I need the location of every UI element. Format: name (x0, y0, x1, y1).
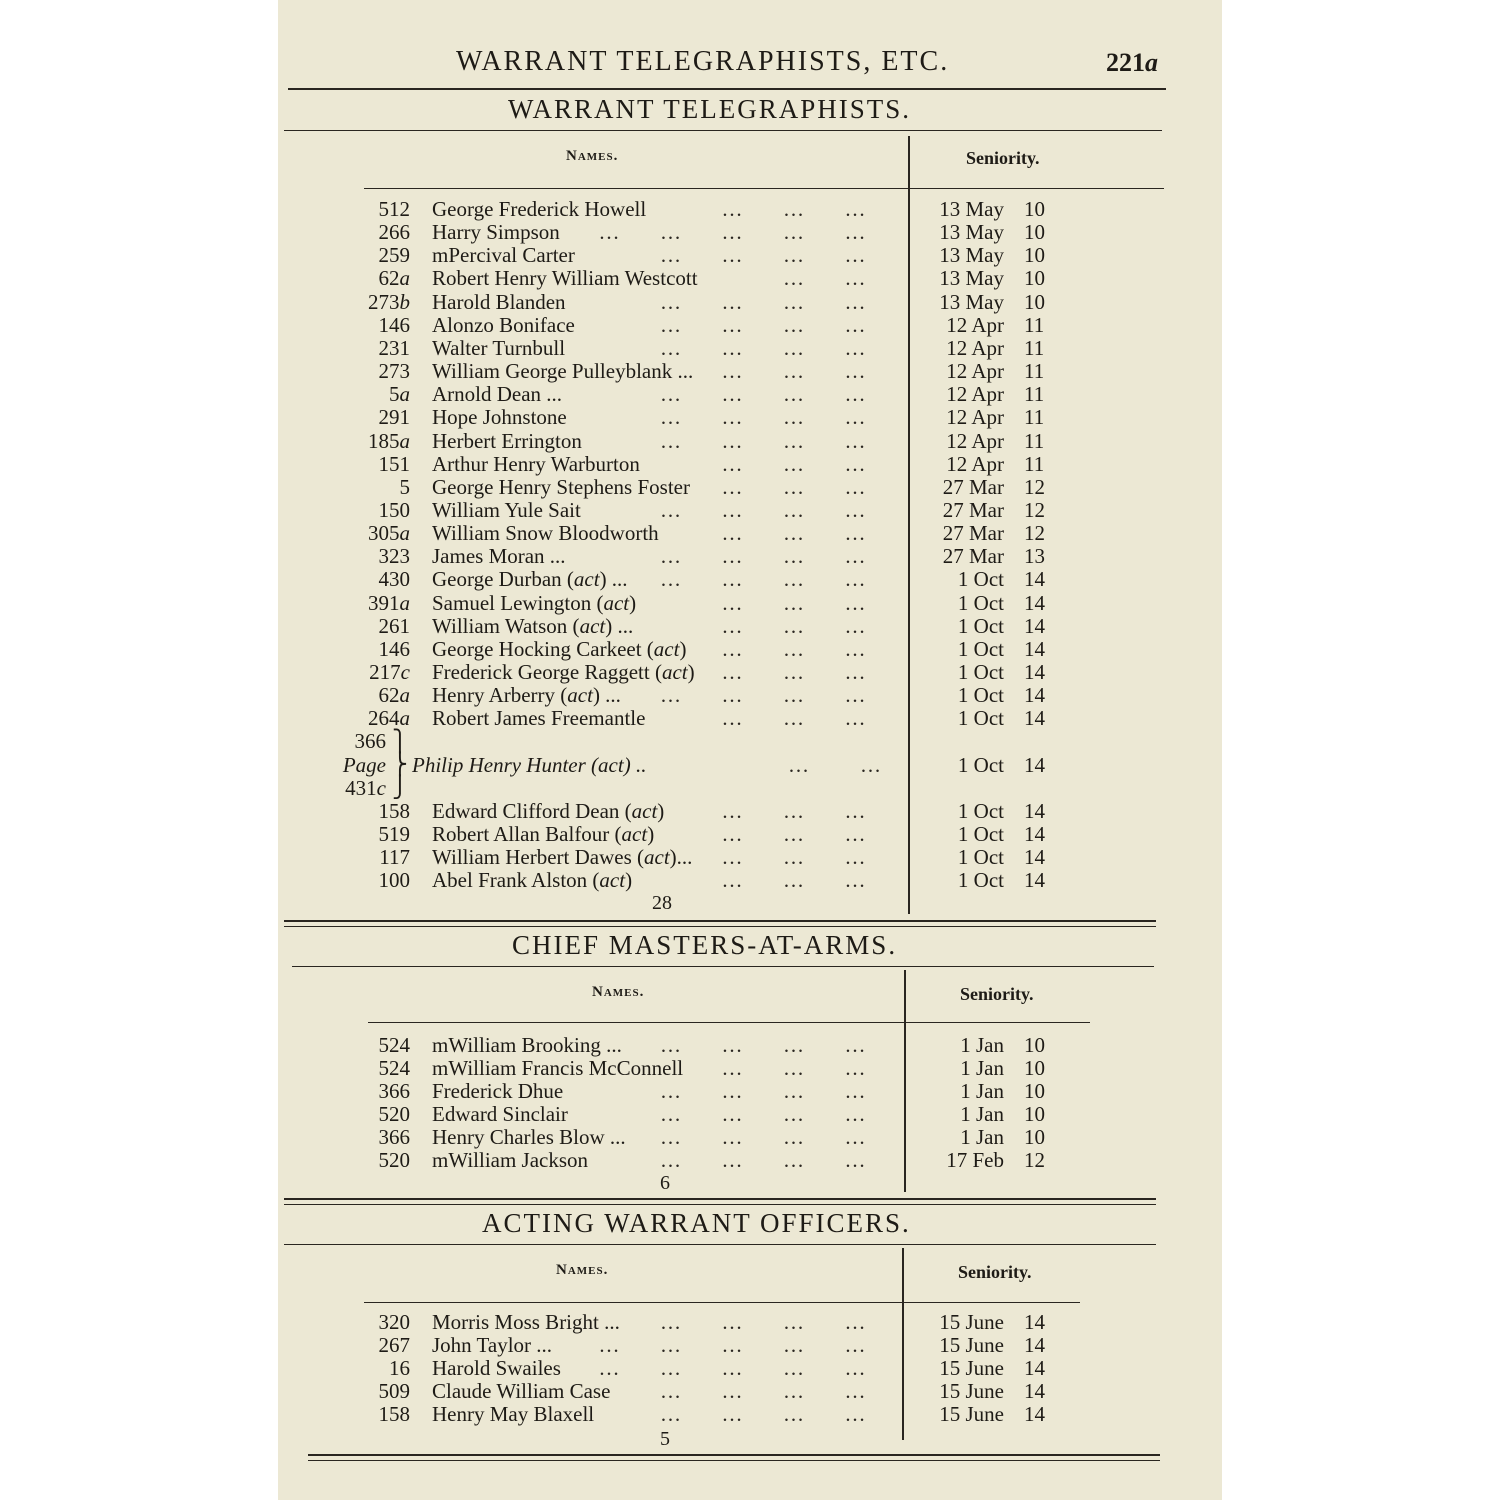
entry-name: Hope Johnstone (432, 405, 567, 430)
rule (906, 1022, 1090, 1023)
entry-number: 261 (378, 613, 410, 638)
leader-dots: … … … (721, 869, 906, 893)
leader-dots: … … … … … (598, 1357, 906, 1380)
section-count: 6 (660, 1172, 670, 1194)
seniority-date: 1 Oct (957, 822, 1004, 847)
leader-dots: … … … … (660, 498, 906, 522)
entry-number: 217c (369, 660, 410, 684)
entry-name: William Watson (act) ... (432, 613, 634, 638)
entry-number: 323 (378, 544, 410, 569)
seniority-year: 14 (1024, 1402, 1045, 1426)
seniority-year: 12 (1024, 474, 1045, 499)
seniority-date: 12 Apr (946, 335, 1004, 360)
entry-name: mWilliam Francis McConnell (432, 1056, 684, 1080)
seniority-date: 1 Oct (957, 590, 1004, 615)
section-count: 28 (652, 892, 672, 914)
seniority-year: 14 (1024, 868, 1045, 893)
entry-number: 151 (378, 451, 410, 476)
seniority-year: 10 (1024, 1125, 1045, 1149)
leader-dots: … … (783, 267, 906, 291)
seniority-year: 14 (1024, 752, 1045, 777)
entry-name: Arnold Dean ... (432, 382, 563, 407)
entry-number: 509 (378, 1379, 410, 1403)
entry-name: Arthur Henry Warburton (432, 451, 640, 476)
leader-dots: … … … (721, 823, 906, 847)
entry-number: 5 (399, 474, 410, 499)
leader-dots: … … … (721, 799, 906, 823)
seniority-year: 10 (1024, 220, 1045, 245)
leader-dots: … … … … (660, 1080, 906, 1103)
seniority-year: 12 (1024, 497, 1045, 522)
seniority-date: 15 June (939, 1310, 1004, 1334)
section-count: 5 (660, 1428, 670, 1450)
entry-number: 146 (378, 636, 410, 661)
seniority-date: 12 Apr (946, 428, 1004, 453)
entry-number: 520 (378, 1102, 410, 1126)
leader-dots: … … (788, 753, 884, 777)
seniority-date: 17 Feb (946, 1148, 1004, 1172)
seniority-date: 13 May (939, 289, 1004, 314)
entry-name: William Herbert Dawes (act)... (432, 845, 693, 870)
seniority-date: 13 May (939, 220, 1004, 245)
seniority-year: 11 (1024, 335, 1045, 360)
entry-number: 366 (378, 1079, 410, 1103)
section-title-acting-warrant-officers: ACTING WARRANT OFFICERS. (482, 1208, 911, 1238)
rule (292, 966, 1154, 967)
leader-dots: … … … … (660, 313, 906, 337)
brace-mark: ⎫ ⎬ ⎭ (392, 729, 408, 800)
seniority-year: 10 (1024, 1102, 1045, 1126)
rule (368, 1022, 904, 1023)
entry-name: Herbert Errington (432, 428, 582, 453)
leader-dots: … … … … (660, 1311, 906, 1334)
entry-name: Frederick George Raggett (act) (432, 660, 695, 684)
entry-number: 16 (389, 1356, 410, 1380)
leader-dots: … … … … (660, 336, 906, 360)
entry-number: 185a (368, 428, 410, 453)
entry-number: 117 (379, 845, 410, 870)
seniority-year: 14 (1024, 660, 1045, 684)
rule (308, 1460, 1160, 1461)
leader-dots: … … … … … (598, 1334, 906, 1357)
leader-dots: … … … … (660, 1149, 906, 1172)
seniority-date: 12 Apr (946, 382, 1004, 407)
entry-number: 524 (378, 1033, 410, 1057)
col-header-seniority: Seniority. (958, 1262, 1032, 1282)
seniority-year: 14 (1024, 683, 1045, 708)
leader-dots: … … … (721, 707, 906, 731)
seniority-date: 1 Oct (957, 613, 1004, 638)
column-divider (908, 136, 910, 914)
entry-number: 524 (378, 1056, 410, 1080)
entry-number: 62a (378, 683, 410, 708)
entry-name: Harry Simpson (432, 220, 560, 245)
page-number: 221a (1106, 48, 1158, 77)
seniority-date: 1 Oct (957, 660, 1004, 684)
entry-name: Philip Henry Hunter (act) .. (412, 752, 647, 777)
entry-name: mPercival Carter (432, 243, 575, 268)
seniority-year: 11 (1024, 428, 1045, 453)
rule (288, 88, 1166, 90)
section-title-chief-masters-at-arms: CHIEF MASTERS-AT-ARMS. (512, 930, 898, 960)
seniority-year: 10 (1024, 266, 1045, 291)
seniority-date: 27 Mar (942, 497, 1004, 522)
col-header-seniority: Seniority. (960, 984, 1034, 1004)
entry-name: Samuel Lewington (act) (432, 590, 637, 615)
entry-name: Alonzo Boniface (432, 312, 575, 337)
entry-number: 5a (389, 382, 410, 407)
section-title-warrant-telegraphists: WARRANT TELEGRAPHISTS. (508, 94, 912, 124)
seniority-year: 10 (1024, 1033, 1045, 1057)
entry-name: George Henry Stephens Foster (432, 474, 690, 499)
entry-name: Robert James Freemantle (432, 706, 646, 731)
seniority-date: 12 Apr (946, 312, 1004, 337)
entry-number: 266 (378, 220, 410, 245)
rule (284, 926, 1156, 927)
entry-name: George Frederick Howell (432, 197, 647, 221)
rule (308, 1454, 1160, 1456)
seniority-date: 1 Jan (960, 1033, 1004, 1057)
seniority-year: 11 (1024, 312, 1045, 337)
seniority-year: 12 (1024, 521, 1045, 546)
leader-dots: … … … (721, 522, 906, 546)
rule (904, 1302, 1080, 1303)
seniority-date: 13 May (939, 243, 1004, 268)
seniority-date: 12 Apr (946, 359, 1004, 384)
seniority-year: 10 (1024, 1079, 1045, 1103)
seniority-year: 10 (1024, 197, 1045, 221)
rule (364, 188, 908, 189)
seniority-date: 15 June (939, 1402, 1004, 1426)
seniority-date: 1 Oct (957, 683, 1004, 708)
entry-name: Abel Frank Alston (act) (432, 868, 633, 893)
entry-name: Harold Blanden (432, 289, 566, 314)
leader-dots: … … … (721, 1057, 906, 1080)
entry-number: 520 (378, 1148, 410, 1172)
leader-dots: … … … (721, 637, 906, 661)
entry-number: 320 (378, 1310, 410, 1334)
entry-number: 366 (378, 1125, 410, 1149)
seniority-year: 11 (1024, 405, 1045, 430)
seniority-year: 14 (1024, 845, 1045, 870)
entry-number: 158 (378, 1402, 410, 1426)
leader-dots: … … … (721, 360, 906, 384)
leader-dots: … … … (721, 846, 906, 870)
entry-name: Henry Charles Blow ... (432, 1125, 626, 1149)
entry-name: mWilliam Jackson (432, 1148, 589, 1172)
entry-name: Edward Clifford Dean (act) (432, 798, 665, 823)
running-head: WARRANT TELEGRAPHISTS, ETC. (456, 46, 950, 77)
seniority-date: 27 Mar (942, 474, 1004, 499)
col-header-names: Names. (556, 1262, 609, 1278)
seniority-date: 1 Oct (957, 868, 1004, 893)
entry-name: Robert Allan Balfour (act) (432, 822, 655, 847)
col-header-seniority: Seniority. (966, 148, 1040, 168)
leader-dots: … … … … (660, 568, 906, 592)
entry-number: 512 (378, 197, 410, 221)
leader-dots: … … … … (660, 1380, 906, 1403)
seniority-year: 10 (1024, 1056, 1045, 1080)
seniority-year: 14 (1024, 706, 1045, 731)
leader-dots: … … … … (660, 244, 906, 268)
seniority-date: 13 May (939, 266, 1004, 291)
leader-dots: … … … … (660, 684, 906, 708)
seniority-year: 11 (1024, 451, 1045, 476)
leader-dots: … … … … (660, 406, 906, 430)
rule (284, 130, 1162, 131)
leader-dots: … … … … (660, 1103, 906, 1126)
seniority-date: 1 Oct (957, 636, 1004, 661)
seniority-date: 15 June (939, 1356, 1004, 1380)
leader-dots: … … … (721, 198, 906, 221)
entry-number: 273b (368, 289, 410, 314)
entry-name: Walter Turnbull (432, 335, 566, 360)
seniority-date: 1 Oct (957, 845, 1004, 870)
leader-dots: … … … … (660, 290, 906, 314)
seniority-date: 1 Oct (957, 567, 1004, 592)
entry-number: 391a (368, 590, 410, 615)
entry-number: 231 (378, 335, 410, 360)
rule (364, 1302, 902, 1303)
entry-number: 62a (378, 266, 410, 291)
entry-number: 264a (368, 706, 410, 731)
entry-name: George Durban (act) ... (432, 567, 628, 592)
entry-number: 146 (378, 312, 410, 337)
leader-dots: … … … … (660, 383, 906, 407)
seniority-year: 14 (1024, 1333, 1045, 1357)
entry-name: Edward Sinclair (432, 1102, 568, 1126)
entry-number: 305a (368, 521, 410, 546)
seniority-year: 14 (1024, 798, 1045, 823)
seniority-date: 1 Oct (957, 752, 1004, 777)
seniority-year: 14 (1024, 822, 1045, 847)
seniority-year: 14 (1024, 1310, 1045, 1334)
col-header-names: Names. (592, 984, 645, 1000)
seniority-year: 11 (1024, 359, 1045, 384)
seniority-date: 1 Jan (960, 1056, 1004, 1080)
entry-number: 430 (378, 567, 410, 592)
seniority-date: 15 June (939, 1333, 1004, 1357)
entry-name: Henry May Blaxell (432, 1402, 595, 1426)
leader-dots: … … … (721, 475, 906, 499)
leader-dots: … … … … (660, 1126, 906, 1149)
seniority-year: 14 (1024, 1356, 1045, 1380)
entry-name: John Taylor ... (432, 1333, 553, 1357)
entry-name: Robert Henry William Westcott (432, 266, 698, 291)
entry-number: 150 (378, 497, 410, 522)
seniority-date: 1 Jan (960, 1125, 1004, 1149)
page (278, 0, 1222, 1500)
entry-number: 259 (378, 243, 410, 268)
seniority-date: 13 May (939, 197, 1004, 221)
entry-number: 519 (378, 822, 410, 847)
rule (910, 188, 1164, 189)
leader-dots: … … … … (660, 1034, 906, 1057)
seniority-date: 1 Jan (960, 1102, 1004, 1126)
entry-number: 267 (378, 1333, 410, 1357)
entry-name: Morris Moss Bright ... (432, 1310, 620, 1334)
leader-dots: … … … … … (598, 221, 906, 245)
seniority-date: 1 Jan (960, 1079, 1004, 1103)
leader-dots: … … … (721, 591, 906, 615)
entry-name: Harold Swailes (432, 1356, 561, 1380)
entry-name: mWilliam Brooking ... (432, 1033, 622, 1057)
seniority-year: 14 (1024, 567, 1045, 592)
rule (284, 920, 1156, 922)
col-header-names: Names. (566, 148, 619, 164)
entry-number: 273 (378, 359, 410, 384)
rule (284, 1244, 1156, 1245)
seniority-year: 13 (1024, 544, 1045, 569)
seniority-date: 1 Oct (957, 706, 1004, 731)
seniority-date: 12 Apr (946, 451, 1004, 476)
entry-number: 158 (378, 798, 410, 823)
entry-name: Frederick Dhue (432, 1079, 564, 1103)
seniority-year: 10 (1024, 289, 1045, 314)
entry-name: James Moran ... (432, 544, 566, 569)
seniority-year: 14 (1024, 636, 1045, 661)
seniority-date: 27 Mar (942, 521, 1004, 546)
seniority-year: 11 (1024, 382, 1045, 407)
entry-name: William Snow Bloodworth (432, 521, 659, 546)
leader-dots: … … … … (660, 429, 906, 453)
leader-dots: … … … … (660, 1403, 906, 1426)
entry-number: 100 (378, 868, 410, 893)
seniority-date: 1 Oct (957, 798, 1004, 823)
rule (284, 1198, 1156, 1200)
seniority-date: 15 June (939, 1379, 1004, 1403)
seniority-year: 14 (1024, 613, 1045, 638)
entry-name: Henry Arberry (act) ... (432, 683, 621, 708)
seniority-year: 12 (1024, 1148, 1045, 1172)
entry-number: 291 (378, 405, 410, 430)
entry-name: George Hocking Carkeet (act) (432, 636, 687, 661)
entry-number: 366 Page 431c (342, 729, 386, 800)
leader-dots: … … … (721, 452, 906, 476)
leader-dots: … … … (721, 661, 906, 684)
leader-dots: … … … … (660, 545, 906, 569)
seniority-date: 12 Apr (946, 405, 1004, 430)
seniority-year: 14 (1024, 1379, 1045, 1403)
seniority-year: 10 (1024, 243, 1045, 268)
seniority-date: 27 Mar (942, 544, 1004, 569)
leader-dots: … … … (721, 614, 906, 638)
entry-name: William George Pulleyblank ... (432, 359, 694, 384)
seniority-year: 14 (1024, 590, 1045, 615)
rule (284, 1204, 1156, 1205)
entry-name: Claude William Case (432, 1379, 611, 1403)
entry-name: William Yule Sait (432, 497, 581, 522)
